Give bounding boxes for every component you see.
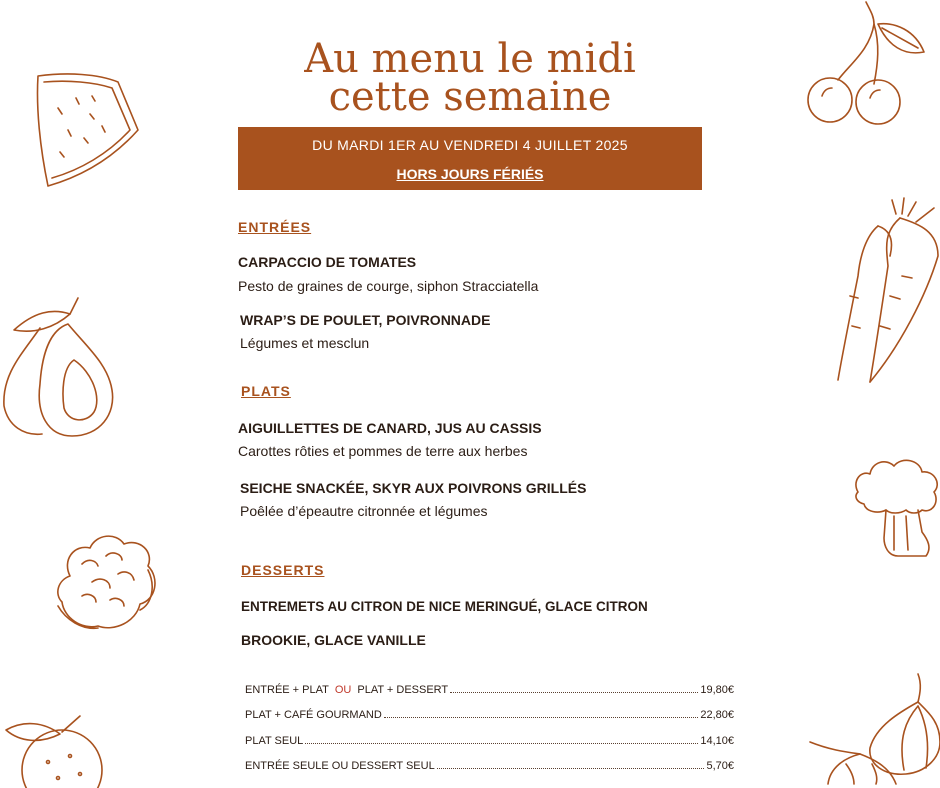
orange-icon <box>0 712 110 788</box>
cauliflower-icon <box>52 530 162 634</box>
price-or-word: OU <box>334 684 352 696</box>
section-plats-heading: PLATS <box>241 383 291 399</box>
banner-holidays: HORS JOURS FÉRIÉS <box>396 166 544 182</box>
section-desserts-heading: DESSERTS <box>241 562 325 578</box>
dotted-leader <box>450 684 698 693</box>
dish-name: CARPACCIO DE TOMATES <box>238 254 417 270</box>
dish-description: Légumes et mesclun <box>240 335 370 351</box>
price-row <box>245 735 734 747</box>
banner-dates: DU MARDI 1ER AU VENDREDI 4 JUILLET 2025 <box>312 137 628 153</box>
date-banner <box>238 127 702 190</box>
dish-description: Poêlée d’épeautre citronnée et légumes <box>240 503 488 519</box>
broccoli-icon <box>848 452 940 560</box>
price-row <box>245 760 734 772</box>
price-label: PLAT + DESSERT <box>357 684 449 696</box>
section-entrees-heading: ENTRÉES <box>238 219 312 235</box>
price-row <box>245 709 734 721</box>
dotted-leader <box>305 735 698 744</box>
price-label: ENTRÉE SEULE OU DESSERT SEUL <box>245 760 435 772</box>
dish-description: Carottes rôties et pommes de terre aux herbes <box>238 443 528 459</box>
avocado-icon <box>0 294 120 438</box>
cherries-icon <box>800 0 930 130</box>
carrots-icon <box>830 196 940 386</box>
dotted-leader <box>384 709 699 718</box>
price-value: 19,80€ <box>700 684 734 696</box>
dish-name: WRAP’S DE POULET, POIVRONNADE <box>240 312 491 328</box>
onion-icon <box>806 672 940 788</box>
price-label: PLAT + CAFÉ GOURMAND <box>245 709 382 721</box>
price-label: PLAT SEUL <box>245 735 304 747</box>
price-row <box>245 684 734 696</box>
dish-name: SEICHE SNACKÉE, SKYR AUX POIVRONS GRILLÉS <box>240 480 587 496</box>
title-line-2: cette semaine <box>328 74 612 120</box>
title-line-1: Au menu le midi <box>304 36 636 82</box>
dish-name: ENTREMETS AU CITRON DE NICE MERINGUÉ, GLACE CITRON <box>241 599 648 614</box>
menu-title <box>238 36 702 120</box>
price-label: ENTRÉE + PLAT <box>245 684 329 696</box>
price-value: 5,70€ <box>706 760 734 772</box>
price-value: 22,80€ <box>700 709 734 721</box>
dotted-leader <box>437 760 705 769</box>
dish-name: AIGUILLETTES DE CANARD, JUS AU CASSIS <box>238 420 542 436</box>
dish-name: BROOKIE, GLACE VANILLE <box>241 632 426 648</box>
dish-description: Pesto de graines de courge, siphon Stracciatella <box>238 278 539 294</box>
price-value: 14,10€ <box>700 735 734 747</box>
watermelon-icon <box>28 68 144 190</box>
